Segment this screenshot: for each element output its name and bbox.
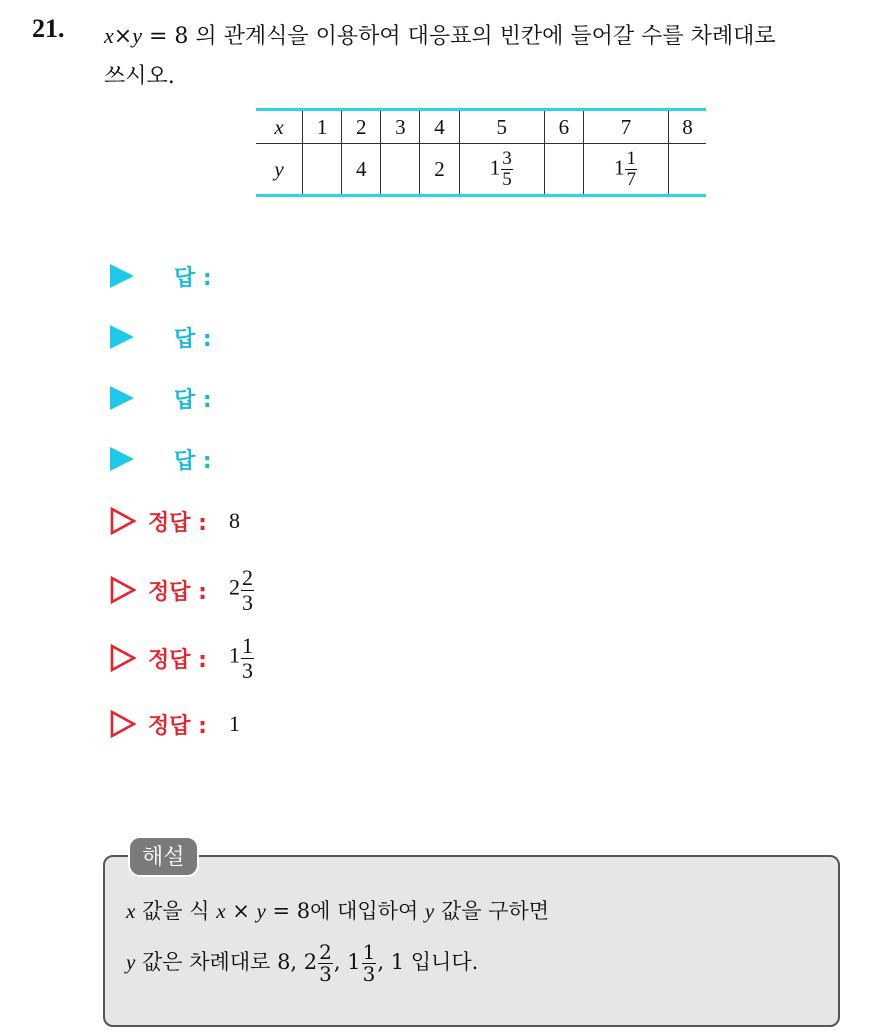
correspondence-table (256, 108, 706, 197)
expr-x: x (104, 23, 114, 48)
outline-triangle-icon (110, 710, 136, 738)
mixed-whole: 1 (347, 950, 361, 974)
fraction (362, 942, 377, 985)
correct-answer-row (110, 634, 510, 682)
fraction-numerator: 1 (626, 147, 636, 169)
solution-sep: , (333, 950, 348, 974)
x-cell: 7 (583, 110, 668, 144)
answer-row[interactable] (110, 256, 510, 296)
fraction-numerator: 2 (319, 940, 332, 964)
answer-label: 답 : (174, 326, 212, 352)
fraction-denominator: 3 (362, 962, 376, 986)
solution-text: 값은 차례대로 8, (135, 950, 304, 974)
fraction-denominator: 5 (502, 168, 512, 190)
fraction-denominator: 7 (626, 168, 636, 190)
outline-triangle-icon (110, 507, 136, 535)
var-x: x (126, 899, 136, 923)
correct-label: 정답 : (148, 713, 207, 739)
mixed-whole: 2 (228, 575, 240, 601)
correct-value (229, 634, 255, 681)
solution-text: 에 대입하여 (310, 899, 425, 923)
answer-label: 답 : (174, 387, 212, 413)
solution-tab: 해설 (128, 836, 199, 877)
var-y: y (256, 899, 266, 923)
correct-label: 정답 : (148, 579, 207, 605)
fraction (625, 149, 637, 190)
correct-answer-row (110, 704, 510, 744)
mixed-whole: 2 (303, 950, 318, 974)
solution-line1 (126, 893, 549, 929)
row-label-x: x (256, 110, 303, 144)
fraction-numerator: 1 (362, 940, 376, 964)
mixed-whole: 1 (613, 154, 625, 179)
x-cell: 6 (544, 110, 583, 144)
solution-times: × (225, 899, 257, 923)
solution-eq: = 8 (265, 899, 311, 923)
answer-label: 답 : (174, 265, 212, 291)
play-triangle-icon (110, 386, 134, 410)
table-row-y (256, 144, 706, 196)
fraction (241, 634, 254, 681)
y-cell (669, 144, 706, 196)
solution-line2 (126, 937, 478, 987)
x-cell: 5 (459, 110, 544, 144)
answer-row[interactable] (110, 439, 510, 479)
y-cell: 4 (342, 144, 381, 196)
question-line2: 쓰시오. (104, 64, 175, 89)
correct-answer-row (110, 501, 510, 541)
table-row-x (256, 110, 706, 144)
x-cell: 1 (303, 110, 342, 144)
fraction (501, 149, 513, 190)
expr-rest: = 8 (141, 24, 189, 49)
y-cell-fraction (459, 144, 544, 196)
solution-text: , 1 입니다. (377, 950, 479, 974)
answer-row[interactable] (110, 317, 510, 357)
fraction (318, 942, 333, 985)
var-x: x (216, 899, 226, 923)
outline-triangle-icon (110, 576, 136, 604)
fraction-denominator: 3 (241, 657, 253, 683)
x-cell: 3 (381, 110, 420, 144)
question-line1: 의 관계식을 이용하여 대응표의 빈칸에 들어갈 수를 차례대로 (195, 24, 776, 49)
y-cell-fraction (583, 144, 668, 196)
correct-answer-row (110, 566, 510, 614)
correct-label: 정답 : (148, 510, 207, 536)
question-text (104, 16, 874, 97)
y-cell: 2 (420, 144, 459, 196)
play-triangle-icon (110, 325, 134, 349)
row-label-y: y (274, 156, 284, 181)
y-cell (544, 144, 583, 196)
mixed-whole: 1 (489, 154, 501, 179)
answer-label: 답 : (174, 448, 212, 474)
solution-text: 값을 식 (135, 899, 217, 923)
y-cell (303, 144, 342, 196)
solution-text: 값을 구하면 (434, 899, 550, 923)
fraction-numerator: 3 (502, 147, 512, 169)
question-number: 21. (32, 14, 65, 43)
answer-row[interactable] (110, 378, 510, 418)
fraction-numerator: 1 (241, 633, 253, 659)
play-triangle-icon (110, 264, 134, 288)
var-y: y (126, 950, 136, 974)
correct-label: 정답 : (148, 647, 207, 673)
correct-value: 1 (228, 711, 240, 736)
mixed-whole: 1 (228, 643, 240, 669)
play-triangle-icon (110, 447, 134, 471)
correct-value (229, 566, 255, 613)
fraction-denominator: 3 (319, 962, 332, 986)
outline-triangle-icon (110, 644, 136, 672)
expr-y: y (132, 23, 142, 48)
y-cell (381, 144, 420, 196)
fraction-numerator: 2 (241, 565, 253, 591)
var-y: y (424, 899, 435, 923)
fraction-denominator: 3 (241, 589, 253, 615)
fraction (241, 566, 254, 613)
correct-value: 8 (228, 508, 240, 533)
expr-times: × (113, 24, 133, 49)
x-cell: 8 (669, 110, 706, 144)
x-cell: 4 (420, 110, 459, 144)
x-cell: 2 (342, 110, 381, 144)
